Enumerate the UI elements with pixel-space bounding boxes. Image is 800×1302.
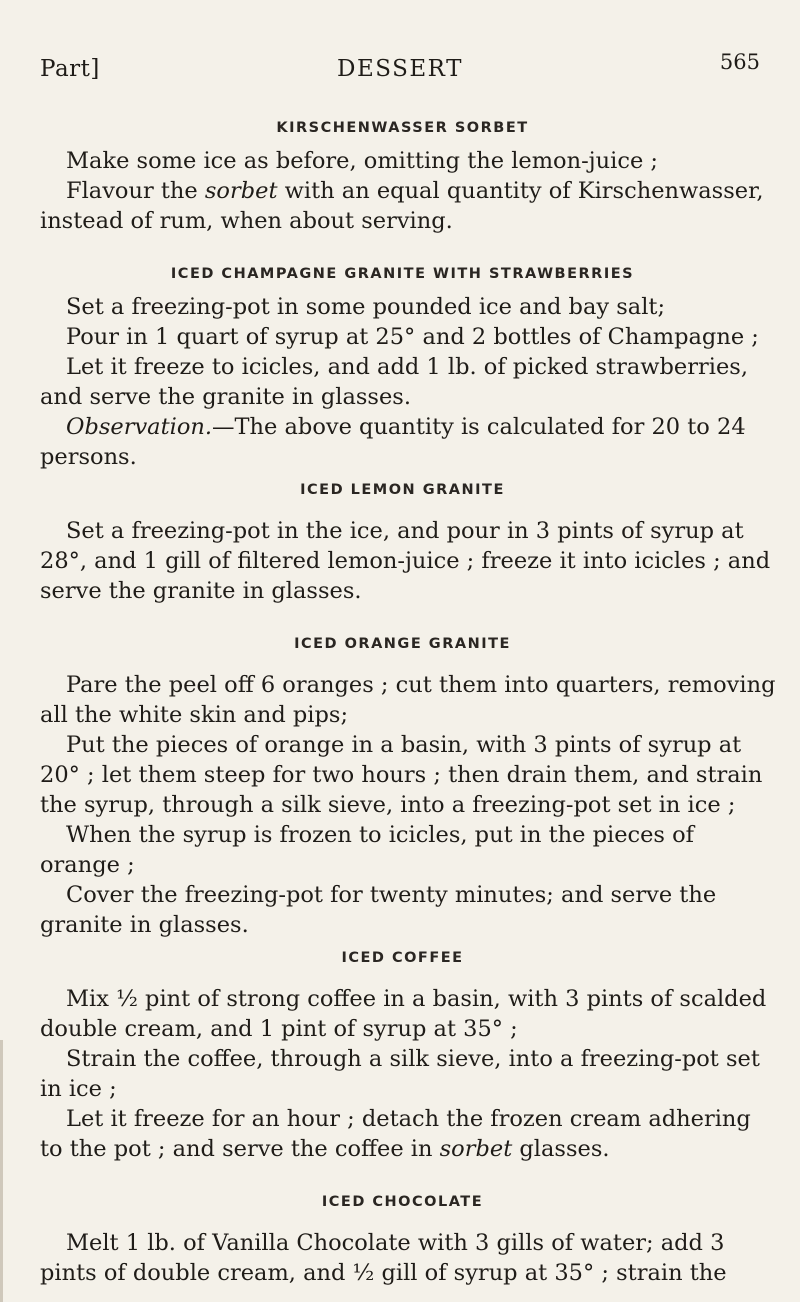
- text-line: Strain the coffee, through a silk sieve, into a freezing-pot set: [66, 1046, 760, 1072]
- section-text-iced-coffee: [40, 984, 765, 1164]
- text-line: Make some ice as before, omitting the lemon-juice ;: [66, 148, 658, 174]
- text-line: and serve the granite in glasses.: [40, 384, 411, 410]
- italic-text: sorbet: [204, 178, 278, 204]
- text-line: Observation.—The above quantity is calculated for 20 to 24: [66, 414, 746, 440]
- text-line: Flavour the sorbet with an equal quantity of Kirschenwasser,: [66, 178, 764, 204]
- section-heading-iced-orange-granite: ICED ORANGE GRANITE: [294, 636, 511, 652]
- text-line: instead of rum, when about serving.: [40, 208, 453, 234]
- page-number: 565: [719, 50, 760, 74]
- text-line: Cover the freezing-pot for twenty minutes; and serve the: [66, 882, 717, 908]
- running-head: [40, 50, 760, 96]
- section-heading-kirschenwasser-sorbet: KIRSCHENWASSER SORBET: [276, 120, 529, 136]
- text-line: in ice ;: [40, 1076, 117, 1102]
- text-line: all the white skin and pips;: [40, 702, 349, 728]
- text-line: Set a freezing-pot in the ice, and pour in 3 pints of syrup at: [66, 518, 744, 544]
- section-text-iced-chocolate: [40, 1228, 765, 1288]
- section-heading-iced-chocolate: ICED CHOCOLATE: [321, 1194, 484, 1210]
- text-line: double cream, and 1 pint of syrup at 35° ;: [40, 1016, 518, 1042]
- section-text-kirschenwasser-sorbet: [40, 146, 765, 236]
- text-line: Let it freeze to icicles, and add 1 lb. of picked strawberries,: [66, 354, 748, 380]
- text-line: Mix ½ pint of strong coffee in a basin, with 3 pints of scalded: [66, 986, 767, 1012]
- italic-text: Observation.: [66, 414, 213, 440]
- text-line: persons.: [40, 444, 137, 470]
- text-line: Pour in 1 quart of syrup at 25° and 2 bottles of Champagne ;: [66, 324, 759, 350]
- italic-text: sorbet: [439, 1136, 513, 1162]
- text-line: orange ;: [40, 852, 135, 878]
- section-text-iced-orange-granite: [40, 670, 776, 940]
- text-line: Pare the peel off 6 oranges ; cut them into quarters, removing: [66, 672, 776, 698]
- page-body: [40, 120, 776, 1288]
- text-line: granite in glasses.: [40, 912, 249, 938]
- text-line: Set a freezing-pot in some pounded ice and bay salt;: [66, 294, 666, 320]
- text-line: 28°, and 1 gill of filtered lemon-juice ; freeze it into icicles ; and: [40, 548, 771, 574]
- section-heading-iced-lemon-granite: ICED LEMON GRANITE: [300, 482, 505, 498]
- text-line: When the syrup is frozen to icicles, put in the pieces of: [66, 822, 695, 848]
- text-line: pints of double cream, and ½ gill of syrup at 35° ; strain the: [40, 1260, 727, 1286]
- text-line: serve the granite in glasses.: [40, 578, 362, 604]
- section-heading-iced-coffee: ICED COFFEE: [341, 950, 464, 966]
- text-line: Put the pieces of orange in a basin, with 3 pints of syrup at: [66, 732, 742, 758]
- section-text-iced-champagne-granite: [40, 292, 765, 472]
- text-line: 20° ; let them steep for two hours ; then drain them, and strain: [40, 762, 763, 788]
- text-line: Let it freeze for an hour ; detach the frozen cream adhering: [66, 1106, 751, 1132]
- text-line: Melt 1 lb. of Vanilla Chocolate with 3 gills of water; add 3: [66, 1230, 725, 1256]
- section-heading-iced-champagne-granite: ICED CHAMPAGNE GRANITE WITH STRAWBERRIES: [170, 266, 635, 282]
- running-head-part: Part]: [40, 56, 100, 82]
- running-head-title: DESSERT: [337, 56, 463, 82]
- text-line: to the pot ; and serve the coffee in sorbet glasses.: [40, 1136, 610, 1162]
- page-edge-shadow: [0, 1040, 3, 1302]
- section-text-iced-lemon-granite: [40, 516, 771, 606]
- text-line: the syrup, through a silk sieve, into a freezing-pot set in ice ;: [40, 792, 736, 818]
